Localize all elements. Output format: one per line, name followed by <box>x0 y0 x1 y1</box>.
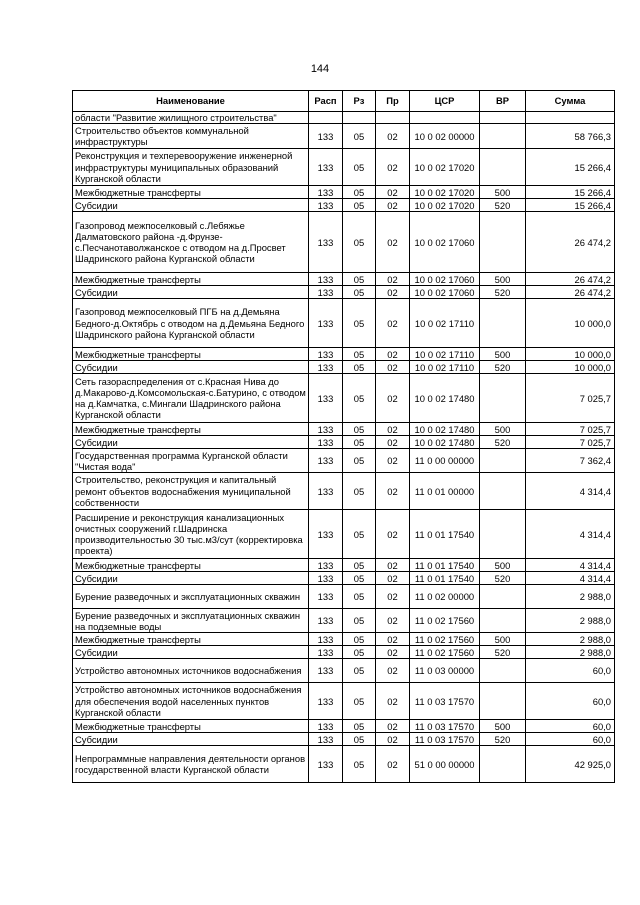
budget-table <box>72 90 615 783</box>
cell-csr: 10 0 02 17480 <box>410 423 480 436</box>
table-row <box>73 659 615 683</box>
cell-sum: 10 000,0 <box>526 348 615 361</box>
cell-rasp: 133 <box>309 299 343 348</box>
cell-sum: 2 988,0 <box>526 585 615 609</box>
page-number: 144 <box>310 63 330 75</box>
cell-sum: 60,0 <box>526 683 615 720</box>
cell-csr: 11 0 01 00000 <box>410 473 480 510</box>
cell-sum: 15 266,4 <box>526 149 615 186</box>
cell-vr: 520 <box>480 572 526 585</box>
cell-name: Межбюджетные трансферты <box>73 633 309 646</box>
cell-csr: 10 0 02 17480 <box>410 436 480 449</box>
cell-sum: 2 988,0 <box>526 633 615 646</box>
cell-csr: 10 0 02 00000 <box>410 124 480 149</box>
cell-vr: 500 <box>480 273 526 286</box>
cell-rz: 05 <box>343 124 376 149</box>
cell-csr: 10 0 02 17020 <box>410 199 480 212</box>
cell-sum: 2 988,0 <box>526 646 615 659</box>
header-csr: ЦСР <box>410 91 480 112</box>
cell-name: Субсидии <box>73 361 309 374</box>
cell-sum: 4 314,4 <box>526 572 615 585</box>
cell-csr: 10 0 02 17110 <box>410 348 480 361</box>
table-row <box>73 436 615 449</box>
cell-pr: 02 <box>376 273 410 286</box>
cell-rasp: 133 <box>309 510 343 559</box>
cell-sum: 26 474,2 <box>526 273 615 286</box>
cell-vr: 500 <box>480 186 526 199</box>
cell-rasp: 133 <box>309 149 343 186</box>
cell-rz: 05 <box>343 633 376 646</box>
cell-csr: 11 0 03 17570 <box>410 733 480 746</box>
cell-name: Государственная программа Курганской области "Чистая вода" <box>73 449 309 473</box>
cell-sum: 26 474,2 <box>526 212 615 273</box>
cell-rz: 05 <box>343 746 376 783</box>
cell-name: Межбюджетные трансферты <box>73 559 309 572</box>
cell-sum: 7 025,7 <box>526 374 615 423</box>
cell-vr <box>480 746 526 783</box>
cell-pr: 02 <box>376 186 410 199</box>
cell-rasp: 133 <box>309 683 343 720</box>
cell-rasp: 133 <box>309 449 343 473</box>
table-header-row <box>73 91 615 112</box>
cell-rasp: 133 <box>309 473 343 510</box>
table-row <box>73 683 615 720</box>
cell-name: Расширение и реконструкция канализационных очистных сооружений г.Шадринска производительностью 30 тыс.м3/сут (корректировка проекта) <box>73 510 309 559</box>
cell-rz: 05 <box>343 212 376 273</box>
cell-rz: 05 <box>343 559 376 572</box>
cell-pr: 02 <box>376 633 410 646</box>
cell-sum: 10 000,0 <box>526 299 615 348</box>
cell-csr <box>410 112 480 124</box>
cell-vr <box>480 212 526 273</box>
cell-name: Газопровод межпоселковый ПГБ на д.Демьяна Бедного-д.Октябрь с отводом на д.Демьяна Бедного Шадринского района Курганской области <box>73 299 309 348</box>
cell-vr: 500 <box>480 348 526 361</box>
cell-pr: 02 <box>376 299 410 348</box>
cell-csr: 10 0 02 17480 <box>410 374 480 423</box>
cell-rasp: 133 <box>309 436 343 449</box>
cell-rasp: 133 <box>309 361 343 374</box>
cell-rz: 05 <box>343 733 376 746</box>
table-row <box>73 186 615 199</box>
cell-pr: 02 <box>376 374 410 423</box>
cell-vr <box>480 449 526 473</box>
cell-rz: 05 <box>343 449 376 473</box>
table-row <box>73 609 615 633</box>
cell-rasp: 133 <box>309 374 343 423</box>
cell-name: Сеть газораспределения от с.Красная Нива до д.Макарово-д.Комсомольская-с.Батурино, с отводом на д.Камчатка, с.Мингали Шадринского района Курганской области <box>73 374 309 423</box>
cell-vr <box>480 659 526 683</box>
cell-rz: 05 <box>343 423 376 436</box>
cell-csr: 11 0 02 00000 <box>410 585 480 609</box>
cell-rz: 05 <box>343 510 376 559</box>
cell-rz: 05 <box>343 199 376 212</box>
table-row <box>73 473 615 510</box>
table-row <box>73 212 615 273</box>
cell-sum: 7 362,4 <box>526 449 615 473</box>
cell-rasp: 133 <box>309 746 343 783</box>
table-row <box>73 361 615 374</box>
cell-name: Строительство объектов коммунальной инфраструктуры <box>73 124 309 149</box>
cell-rz: 05 <box>343 720 376 733</box>
table-row <box>73 273 615 286</box>
cell-name: Устройство автономных источников водоснабжения для обеспечения водой населенных пунктов Курганской области <box>73 683 309 720</box>
header-pr: Пр <box>376 91 410 112</box>
cell-rz: 05 <box>343 186 376 199</box>
cell-sum: 2 988,0 <box>526 609 615 633</box>
cell-rasp: 133 <box>309 646 343 659</box>
cell-pr: 02 <box>376 746 410 783</box>
cell-vr <box>480 374 526 423</box>
cell-csr: 11 0 03 00000 <box>410 659 480 683</box>
cell-name: Субсидии <box>73 572 309 585</box>
cell-csr: 11 0 01 17540 <box>410 572 480 585</box>
cell-pr: 02 <box>376 646 410 659</box>
cell-csr: 11 0 02 17560 <box>410 633 480 646</box>
cell-rz: 05 <box>343 299 376 348</box>
cell-rz: 05 <box>343 473 376 510</box>
cell-name: Межбюджетные трансферты <box>73 348 309 361</box>
cell-rasp: 133 <box>309 186 343 199</box>
cell-name: Межбюджетные трансферты <box>73 720 309 733</box>
table-row <box>73 199 615 212</box>
cell-csr: 11 0 01 17540 <box>410 559 480 572</box>
cell-vr: 500 <box>480 423 526 436</box>
cell-rz: 05 <box>343 572 376 585</box>
cell-rz: 05 <box>343 683 376 720</box>
cell-name: Субсидии <box>73 199 309 212</box>
cell-rz: 05 <box>343 374 376 423</box>
cell-sum: 60,0 <box>526 733 615 746</box>
cell-sum: 42 925,0 <box>526 746 615 783</box>
cell-rasp: 133 <box>309 633 343 646</box>
table-row <box>73 733 615 746</box>
header-rz: Рз <box>343 91 376 112</box>
cell-rz: 05 <box>343 659 376 683</box>
cell-rasp: 133 <box>309 286 343 299</box>
table-row <box>73 746 615 783</box>
cell-pr: 02 <box>376 609 410 633</box>
cell-sum: 7 025,7 <box>526 423 615 436</box>
cell-csr: 10 0 02 17060 <box>410 273 480 286</box>
cell-pr: 02 <box>376 199 410 212</box>
cell-vr: 520 <box>480 199 526 212</box>
cell-csr: 10 0 02 17060 <box>410 212 480 273</box>
cell-rasp: 133 <box>309 124 343 149</box>
cell-pr: 02 <box>376 149 410 186</box>
cell-rasp: 133 <box>309 609 343 633</box>
cell-rasp: 133 <box>309 559 343 572</box>
cell-pr: 02 <box>376 720 410 733</box>
cell-pr: 02 <box>376 733 410 746</box>
cell-rasp: 133 <box>309 733 343 746</box>
cell-rz: 05 <box>343 646 376 659</box>
cell-pr: 02 <box>376 348 410 361</box>
table-row <box>73 449 615 473</box>
cell-rz: 05 <box>343 273 376 286</box>
table-row <box>73 348 615 361</box>
cell-csr: 10 0 02 17060 <box>410 286 480 299</box>
cell-sum: 60,0 <box>526 720 615 733</box>
cell-vr: 520 <box>480 436 526 449</box>
cell-csr: 11 0 03 17570 <box>410 683 480 720</box>
cell-csr: 10 0 02 17110 <box>410 299 480 348</box>
cell-pr: 02 <box>376 572 410 585</box>
cell-sum <box>526 112 615 124</box>
cell-rz: 05 <box>343 609 376 633</box>
cell-sum: 58 766,3 <box>526 124 615 149</box>
cell-rasp: 133 <box>309 199 343 212</box>
cell-pr: 02 <box>376 559 410 572</box>
cell-csr: 10 0 02 17110 <box>410 361 480 374</box>
cell-vr <box>480 683 526 720</box>
cell-csr: 51 0 00 00000 <box>410 746 480 783</box>
cell-sum: 26 474,2 <box>526 286 615 299</box>
table-row <box>73 286 615 299</box>
cell-sum: 4 314,4 <box>526 473 615 510</box>
cell-rz: 05 <box>343 149 376 186</box>
cell-rz: 05 <box>343 286 376 299</box>
cell-pr: 02 <box>376 449 410 473</box>
cell-vr: 520 <box>480 286 526 299</box>
table-row <box>73 572 615 585</box>
cell-pr: 02 <box>376 659 410 683</box>
cell-name: Субсидии <box>73 286 309 299</box>
cell-sum: 10 000,0 <box>526 361 615 374</box>
cell-rasp: 133 <box>309 273 343 286</box>
cell-pr: 02 <box>376 286 410 299</box>
cell-name: Межбюджетные трансферты <box>73 423 309 436</box>
cell-vr <box>480 299 526 348</box>
table-row <box>73 299 615 348</box>
cell-vr: 500 <box>480 559 526 572</box>
cell-csr: 11 0 00 00000 <box>410 449 480 473</box>
cell-pr: 02 <box>376 585 410 609</box>
cell-sum: 15 266,4 <box>526 186 615 199</box>
cell-rasp: 133 <box>309 212 343 273</box>
cell-vr <box>480 112 526 124</box>
cell-name: Субсидии <box>73 733 309 746</box>
cell-sum: 4 314,4 <box>526 510 615 559</box>
cell-name: Реконструкция и техперевооружение инженерной инфраструктуры муниципальных образований Курганской области <box>73 149 309 186</box>
cell-pr: 02 <box>376 436 410 449</box>
cell-rz: 05 <box>343 436 376 449</box>
table-row <box>73 510 615 559</box>
cell-rz: 05 <box>343 348 376 361</box>
cell-sum: 4 314,4 <box>526 559 615 572</box>
cell-name: Субсидии <box>73 436 309 449</box>
cell-rasp: 133 <box>309 585 343 609</box>
table-row <box>73 646 615 659</box>
cell-vr: 520 <box>480 733 526 746</box>
table-row <box>73 585 615 609</box>
cell-vr <box>480 609 526 633</box>
cell-csr: 10 0 02 17020 <box>410 149 480 186</box>
cell-rasp: 133 <box>309 348 343 361</box>
cell-sum: 7 025,7 <box>526 436 615 449</box>
cell-vr: 500 <box>480 633 526 646</box>
cell-name: Непрограммные направления деятельности органов государственной власти Курганской области <box>73 746 309 783</box>
cell-name: Межбюджетные трансферты <box>73 186 309 199</box>
cell-rz: 05 <box>343 361 376 374</box>
cell-pr: 02 <box>376 124 410 149</box>
cell-sum: 15 266,4 <box>526 199 615 212</box>
cell-name: Устройство автономных источников водоснабжения <box>73 659 309 683</box>
cell-sum: 60,0 <box>526 659 615 683</box>
cell-name: Газопровод межпоселковый с.Лебяжье Далматовского района -д.Фрунзе-с.Песчанотаволжанское с отводом на д.Просвет Шадринского района Курганской области <box>73 212 309 273</box>
cell-pr: 02 <box>376 361 410 374</box>
table-row <box>73 112 615 124</box>
cell-pr: 02 <box>376 212 410 273</box>
cell-csr: 11 0 02 17560 <box>410 646 480 659</box>
cell-rasp: 133 <box>309 720 343 733</box>
cell-rasp: 133 <box>309 659 343 683</box>
cell-vr <box>480 585 526 609</box>
cell-rasp: 133 <box>309 572 343 585</box>
cell-csr: 11 0 01 17540 <box>410 510 480 559</box>
cell-pr: 02 <box>376 423 410 436</box>
cell-name: Субсидии <box>73 646 309 659</box>
header-sum: Сумма <box>526 91 615 112</box>
table-row <box>73 559 615 572</box>
cell-pr: 02 <box>376 510 410 559</box>
cell-name: области "Развитие жилищного строительства" <box>73 112 309 124</box>
cell-rz <box>343 112 376 124</box>
header-vr: ВР <box>480 91 526 112</box>
header-rasp: Расп <box>309 91 343 112</box>
cell-csr: 11 0 03 17570 <box>410 720 480 733</box>
cell-pr <box>376 112 410 124</box>
cell-vr <box>480 510 526 559</box>
cell-name: Бурение разведочных и эксплуатационных скважин на подземные воды <box>73 609 309 633</box>
cell-vr: 520 <box>480 646 526 659</box>
cell-name: Строительство, реконструкция и капитальный ремонт объектов водоснабжения муниципальной собственности <box>73 473 309 510</box>
cell-name: Межбюджетные трансферты <box>73 273 309 286</box>
cell-vr <box>480 473 526 510</box>
table-row <box>73 720 615 733</box>
cell-name: Бурение разведочных и эксплуатационных скважин <box>73 585 309 609</box>
cell-vr <box>480 149 526 186</box>
cell-vr: 500 <box>480 720 526 733</box>
header-name: Наименование <box>73 91 309 112</box>
table-row <box>73 124 615 149</box>
cell-vr: 520 <box>480 361 526 374</box>
cell-rz: 05 <box>343 585 376 609</box>
cell-csr: 11 0 02 17560 <box>410 609 480 633</box>
table-row <box>73 423 615 436</box>
cell-rasp: 133 <box>309 423 343 436</box>
table-row <box>73 149 615 186</box>
table-row <box>73 633 615 646</box>
cell-pr: 02 <box>376 473 410 510</box>
cell-rasp <box>309 112 343 124</box>
cell-csr: 10 0 02 17020 <box>410 186 480 199</box>
table-row <box>73 374 615 423</box>
cell-vr <box>480 124 526 149</box>
cell-pr: 02 <box>376 683 410 720</box>
